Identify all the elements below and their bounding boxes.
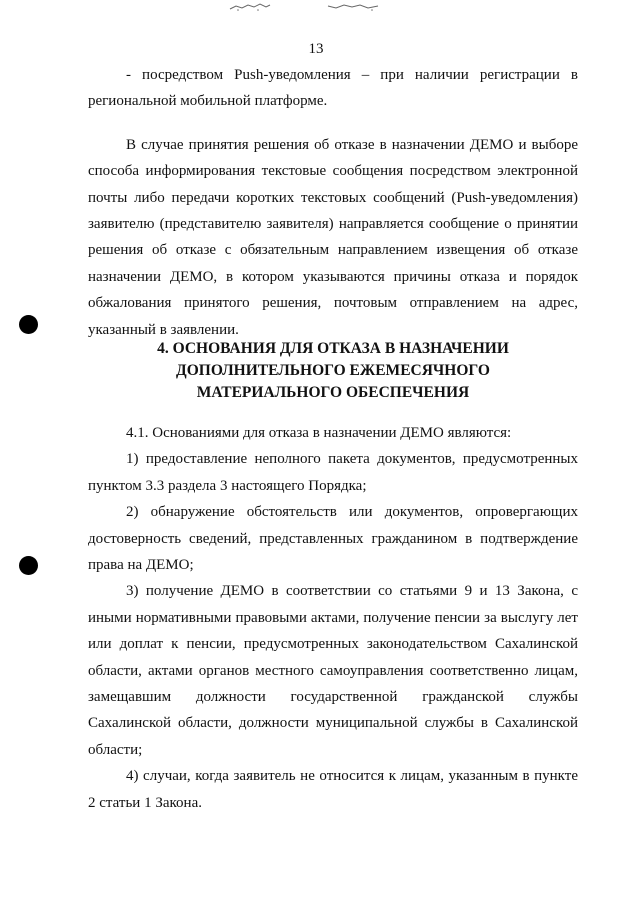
punch-hole: [19, 556, 38, 575]
page-number: 13: [308, 41, 324, 57]
section-heading-line: 4. ОСНОВАНИЯ ДЛЯ ОТКАЗА В НАЗНАЧЕНИИ: [157, 340, 509, 357]
section-heading-line: МАТЕРИАЛЬНОГО ОБЕСПЕЧЕНИЯ: [196, 384, 470, 401]
paragraph-ground-4: 4) случаи, когда заявитель не относится к лицам, указанным в пункте 2 статьи 1 Закона.: [88, 768, 578, 811]
section-text-block: [88, 420, 578, 816]
intro-text-block: [88, 62, 578, 343]
paragraph-ground-1: 1) предоставление неполного пакета документов, предусмотренных пунктом 3.3 раздела 3 настоящего Порядка;: [88, 451, 578, 494]
paragraph-refusal-notification: В случае принятия решения об отказе в назначении ДЕМО и выборе способа информирования текстовые сообщения посредством электронной почты либо передачи коротких текстовых сообщений (Push-уведомления) заявителю (представителю заявителя) направляется сообщение о принятии решения об отказе с обязательным направлением извещения об отказе назначении ДЕМО, в котором указываются причины отказа и порядок обжалования принятого решения, почтовым отправлением на адрес, указанный в заявлении.: [88, 136, 578, 338]
section-heading: [88, 338, 578, 404]
paragraph-ground-3: 3) получение ДЕМО в соответствии со статьями 9 и 13 Закона, с иными нормативными правовыми актами, получение пенсии за выслугу лет или доплат к пенсии, предусмотренных законодательством Сахалинской области, актами органов местного самоуправления соответственно лицам, замещавшим должности государственной гражданской службы Сахалинской области, должности муниципальной службы в Сахалинской области;: [88, 583, 578, 758]
paragraph-grounds-intro: 4.1. Основаниями для отказа в назначении ДЕМО являются:: [126, 425, 512, 441]
scan-artifact-mark: [228, 2, 272, 12]
section-heading-line: ДОПОЛНИТЕЛЬНОГО ЕЖЕМЕСЯЧНОГО: [176, 362, 490, 379]
paragraph-push-notification: - посредством Push-уведомления – при наличии регистрации в региональной мобильной платформе.: [88, 67, 578, 110]
punch-hole: [19, 315, 38, 334]
scan-artifact-mark: [326, 2, 382, 12]
paragraph-ground-2: 2) обнаружение обстоятельств или документов, опровергающих достоверность сведений, представленных гражданином в подтверждение права на ДЕМО;: [88, 504, 578, 574]
